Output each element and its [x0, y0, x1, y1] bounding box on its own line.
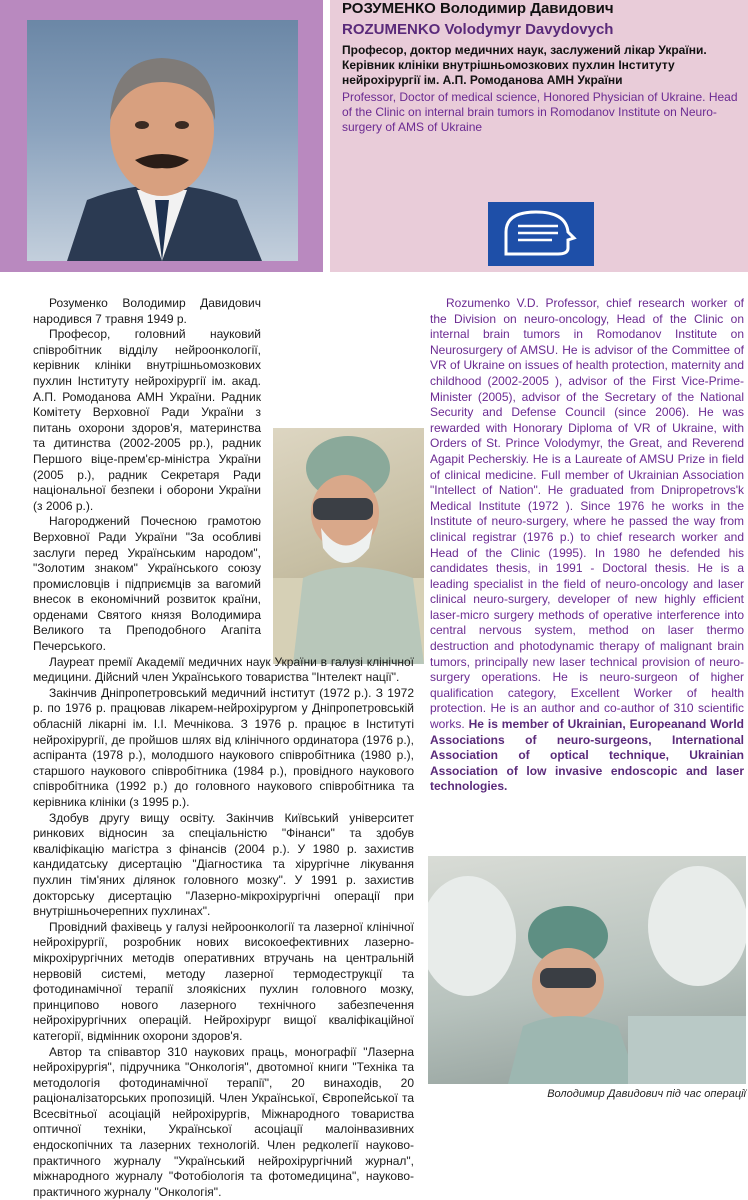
paragraph-publications: Автор та співавтор 310 наукових праць, монографії "Лазерна нейрохірургія", підручника "Онкологія", двотомної книги "Техніка та методологія фотодинамічної терапії", 20 винаходів, 20 раціоналізаторських пропозицій. Член Української, Європейської та Всесвітньої асоціацій нейрохірургів, Міжнародного товариства оптичної техніки, Української асоціації малоінвазивних ендоскопічних та лазерних технологій. Член редколегії науково-практичного журналу "Український нейрохірургічний журнал", міжнародного журналу "Фотобіологія та фотомедицина", науково-практичного журналу "Онкологія".: [33, 1045, 414, 1200]
header-panel: [330, 0, 748, 272]
institute-logo-icon: [488, 202, 594, 266]
ukrainian-biography: [33, 296, 414, 1200]
paragraph-expertise: Провідний фахівець у галузі нейроонкології та лазерної клінічної нейрохірургії, розробник нових високоефективних лазерно-мікрохірургічних методів оперативних втручань на центральній нервовій системі, методу лазерної термодеструкції та фотодинамічної терапії злоякісних пухлин головного мозку, принципово нового лазерного технічного забезпечення нейрохірургічних операцій. Нейрохірург вищої кваліфікаційної категорії, відмінник охорони здоров'я.: [33, 920, 414, 1045]
paragraph-awards: Нагороджений Почесною грамотою Верховної Ради України "За особливі заслуги перед Українським народом", "Золотим знаком" Українського союзу промисловців і підприємців за вагомий внесок в економічний розвиток країни, орденами Святого князя Володимира Великого та Преподобного Агапіта Печерського.: [33, 514, 414, 654]
english-text-bold: He is member of Ukrainian, Europeanand World Associations of neuro-surgeons, International Association of optical technique, Ukrainian Association of low invasive endoscopic and laser technologies.: [430, 717, 744, 793]
name-ukrainian: РОЗУМЕНКО Володимир Давидович: [342, 0, 614, 17]
float-spacer: [269, 408, 414, 644]
paragraph-position: Професор, головний науковий співробітник відділу нейроонкології, керівник клініки внутрішньомозкових пухлин Інституту нейрохірургії ім. акад. А.П. Ромоданова АМН України. Радник Комітету Верховної Ради України з питань охорони здоров'я, материнства та дитинства (2002-2005 рр.), радник Першого віце-прем'єр-міністра України (2005 р.), радник Секретаря Ради національної безпеки і оборони України (з 2006 р.).: [33, 327, 414, 514]
portrait-illustration: [27, 20, 298, 261]
paragraph-education: Закінчив Дніпропетровський медичний інститут (1972 р.). З 1972 р. по 1976 р. працював лікарем-нейрохірургом у Дніпропетровській обласній лікарні ім. І.І. Мечнікова. З 1976 р. працює в Інституті нейрохірургії, де пройшов шлях від клінічного ординатора (1976 р.), аспіранта (1978 р.), молодшого наукового співробітника (1980 р.), старшого наукового співробітника (1984 р.), провідного наукового співробітника (1992 р.) до головного наукового співробітника та керівника клініки (з 1995 р.).: [33, 686, 414, 811]
paragraph-second-degree: Здобув другу вищу освіту. Закінчив Київський університет ринкових відносин за спеціальністю "Фінанси" та здобув кваліфікацію магістра з фінансів (2004 р.). У 1980 р. захистив кандидатську дисертацію "Діагностика та хірургічне лікування пухлин тім'яних ділянок головного мозку". У 1991 р. захистив докторську дисертацію "Лазерно-мікрохірургічні операції при внутрішньочерепних пухлинах".: [33, 811, 414, 920]
paragraph-laureate: Лауреат премії Академії медичних наук України в галузі клінічної медицини. Дійсний член Українського товариства "Інтелект нації".: [33, 655, 414, 686]
english-text: Rozumenko V.D. Professor, chief research worker of the Division on neuro-oncology, Head of the Clinic on internal brain tumors in Romodanov Institute on Neurosurgery of AMSU. He is advisor of the Committee of VR of Ukraine on issues of health protection, maternity and childhood (2002-2005 ), advisor of the First Vice-Prime-Minister (2005), advisor of the Secretary of the National Security and Defense Council (since 2006). He was rewarded with Honorary Diploma of VR of Ukraine, with Orders of St. Prince Volodymyr, the Great, and Reverend Agapit Pecherskiy. He is a Laureate of AMSU Prize in field of clinical medicine. Full member of Ukrainian Association "Intellect of Nation". He graduated from Dnipropetrovs'k Medical Institute (1972 ). Since 1976 he works in the Institute of neuro-surgery, where he passed the way from clinical registrar (1976 p.) to chief research worker and Head of the Clinic (1995). In 1980 he defended his candidates thesis, in 1991 - Doctoral thesis. He is a leading specialist in the field of neuro-oncology and laser clinical neuro-surgery, developer of new highly efficient laser-micro surgery methods of operative interference into central nervous system, method on laser thermo destruction and photodynamic therapy of malignant brain tumors, principally new laser technical provision of neuro-surgery operations. He is neuro-surgeon of higher qualification category, Excellent Worker of health protection. He is an author and co-author of 310 scientific works.: [430, 296, 744, 731]
title-english: Professor, Doctor of medical science, Honored Physician of Ukraine. Head of the Clinic on internal brain tumors in Romodanov Institute on Neuro-surgery of AMS of Ukraine: [342, 90, 747, 135]
operation-photo: [428, 856, 746, 1084]
english-biography: [430, 296, 744, 795]
paragraph-english: [430, 296, 744, 795]
paragraph-born: Розуменко Володимир Давидович народився 7 травня 1949 р.: [33, 296, 414, 327]
name-english: ROZUMENKO Volodymyr Davydovych: [342, 21, 613, 38]
title-ukrainian: Професор, доктор медичних наук, заслужений лікар України. Керівник клініки внутрішньомозкових пухлин Інституту нейрохірургії ім. А.П. Ромоданова АМН України: [342, 43, 742, 88]
photo-caption: Володимир Давидович під час операції: [430, 1088, 746, 1100]
portrait-frame: [0, 0, 323, 272]
portrait-photo: [27, 20, 298, 261]
